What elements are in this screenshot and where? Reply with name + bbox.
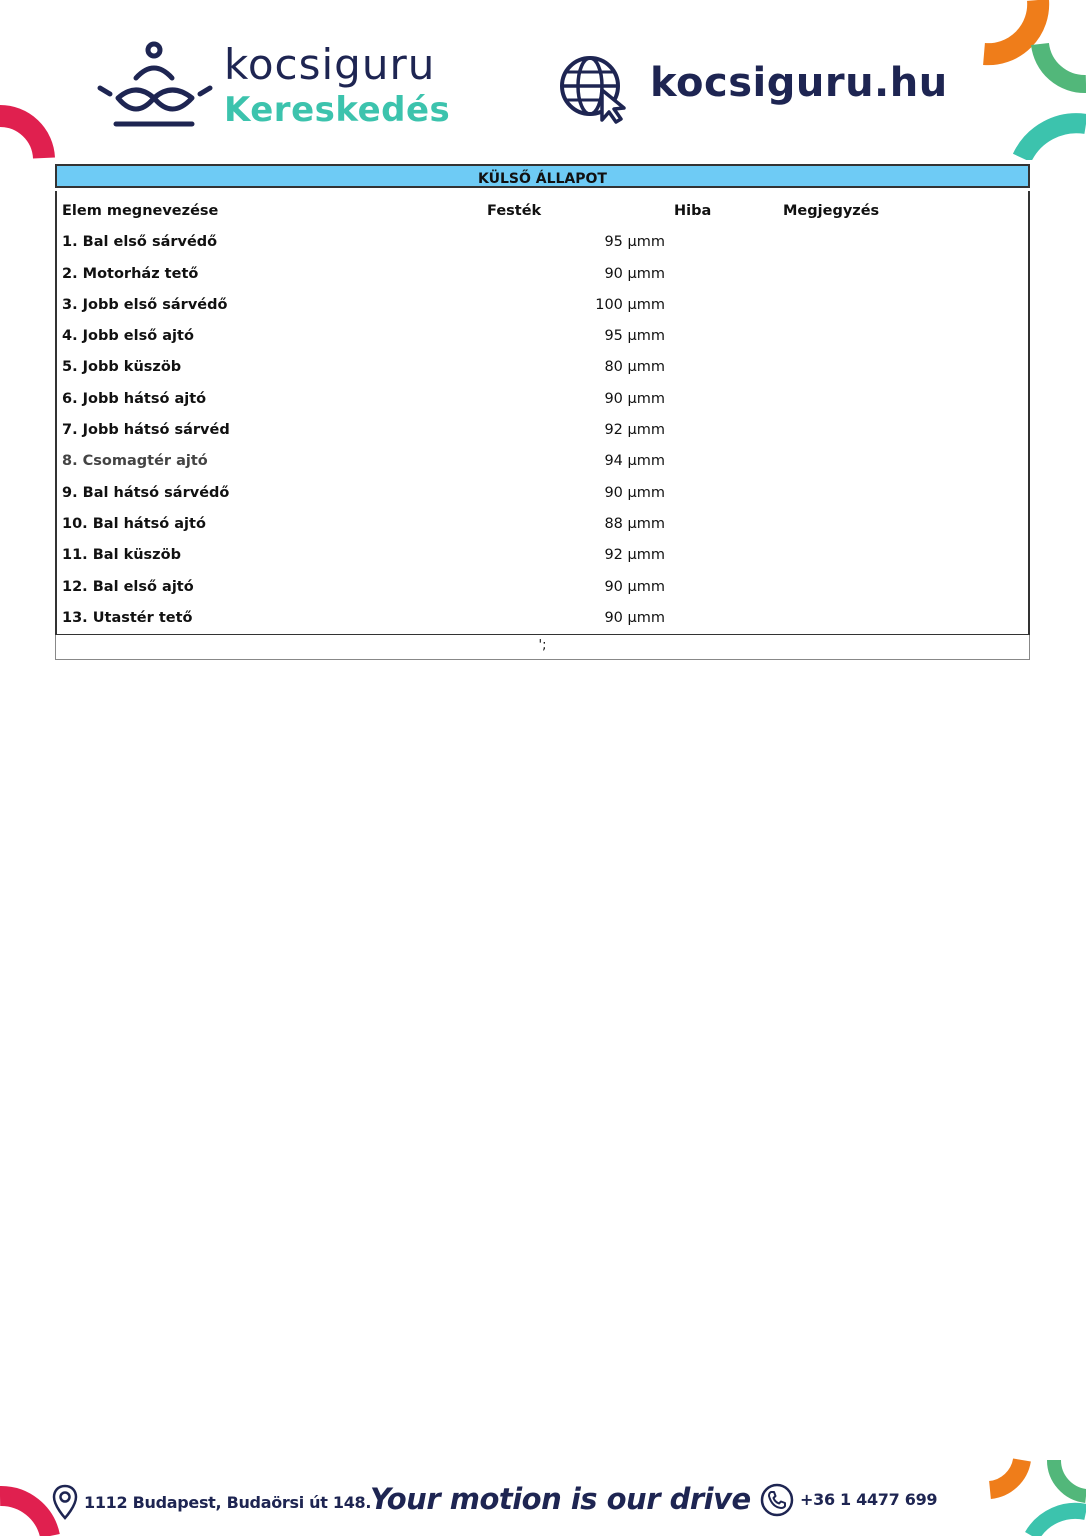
table-body <box>55 191 1030 635</box>
row-name: 2. Motorház tető <box>62 265 199 282</box>
row-paint: 100 µmm <box>595 296 665 313</box>
row-name: 3. Jobb első sárvédő <box>62 296 228 313</box>
guru-logo-icon <box>96 38 216 130</box>
table-row <box>57 415 1028 446</box>
row-paint: 90 µmm <box>604 390 665 407</box>
location-pin-icon <box>52 1484 78 1520</box>
table-row <box>57 509 1028 540</box>
row-name: 6. Jobb hátsó ajtó <box>62 390 207 407</box>
row-paint: 90 µmm <box>604 578 665 595</box>
row-name: 11. Bal küszöb <box>62 547 181 564</box>
brand-name: kocsiguru <box>224 40 436 89</box>
row-name: 5. Jobb küszöb <box>62 359 182 376</box>
table-row <box>57 259 1028 290</box>
row-paint: 80 µmm <box>604 359 665 376</box>
brand-subtitle: Kereskedés <box>224 90 451 130</box>
brand-logo <box>96 38 476 138</box>
row-paint: 88 µmm <box>604 515 665 532</box>
corner-decoration-left <box>0 96 60 160</box>
table-footer: '; <box>55 635 1030 660</box>
row-name: 1. Bal első sárvédő <box>62 234 218 251</box>
footer-address: 1112 Budapest, Budaörsi út 148. <box>84 1493 372 1512</box>
header-note: Megjegyzés <box>783 203 880 219</box>
corner-decoration-top-right <box>960 0 1086 160</box>
row-paint: 95 µmm <box>604 234 665 251</box>
footer-slogan: Your motion is our drive <box>370 1482 751 1516</box>
exterior-condition-table <box>55 164 1030 660</box>
website-url: kocsiguru.hu <box>650 60 948 106</box>
table-row <box>57 478 1028 509</box>
row-paint: 94 µmm <box>604 453 665 470</box>
table-row <box>57 540 1028 571</box>
footer-phone: +36 1 4477 699 <box>800 1490 938 1509</box>
table-row <box>57 384 1028 415</box>
row-paint: 95 µmm <box>604 328 665 345</box>
header-defect: Hiba <box>674 203 712 219</box>
row-name: 13. Utastér tető <box>62 609 193 626</box>
row-name: 7. Jobb hátsó sárvéd <box>62 422 230 439</box>
row-paint: 90 µmm <box>604 484 665 501</box>
row-name: 4. Jobb első ajtó <box>62 328 194 345</box>
table-row <box>57 603 1028 634</box>
header-name: Elem megnevezése <box>62 203 219 219</box>
row-paint: 90 µmm <box>604 265 665 282</box>
page-footer <box>0 1470 1086 1536</box>
header-paint: Festék <box>487 203 542 219</box>
row-name: 8. Csomagtér ajtó <box>62 453 208 470</box>
table-row <box>57 446 1028 477</box>
row-name: 12. Bal első ajtó <box>62 578 194 595</box>
table-row <box>57 227 1028 258</box>
row-paint: 92 µmm <box>604 422 665 439</box>
row-name: 9. Bal hátsó sárvédő <box>62 484 230 501</box>
row-name: 10. Bal hátsó ajtó <box>62 515 206 532</box>
table-title: KÜLSŐ ÁLLAPOT <box>55 164 1030 188</box>
globe-cursor-icon <box>558 54 630 124</box>
table-header-row <box>57 196 1028 227</box>
row-paint: 90 µmm <box>604 609 665 626</box>
row-paint: 92 µmm <box>604 547 665 564</box>
website-block <box>558 52 958 132</box>
table-row <box>57 290 1028 321</box>
table-row <box>57 321 1028 352</box>
table-row <box>57 572 1028 603</box>
table-row <box>57 352 1028 383</box>
phone-icon <box>760 1483 794 1517</box>
